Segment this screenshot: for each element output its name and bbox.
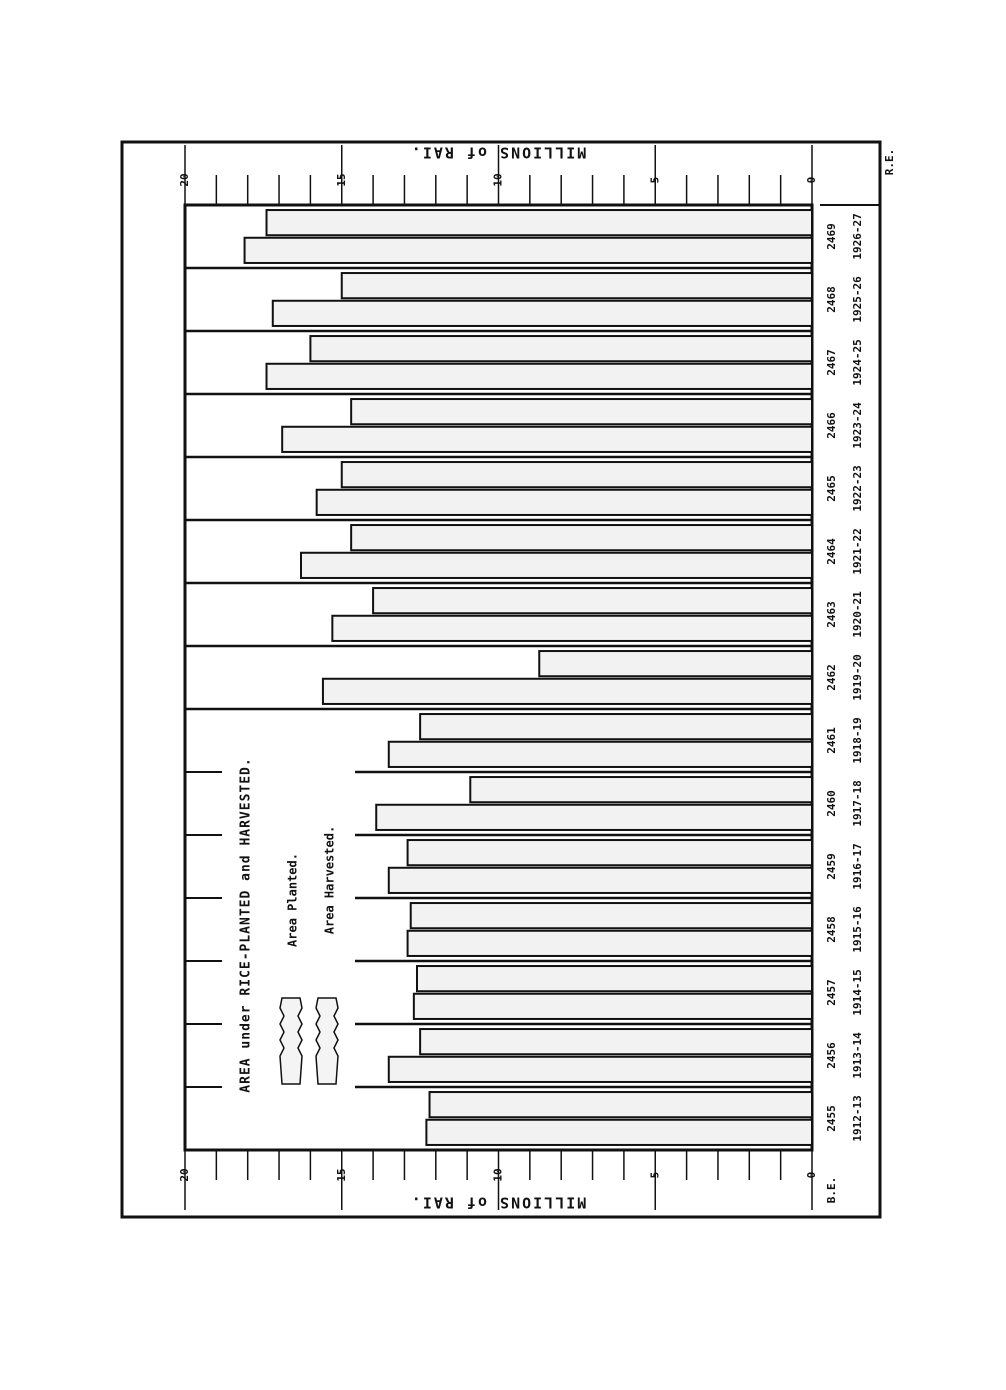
category-label-ad: 1922-23 [851,465,864,512]
value-axis-label-top: MILLIONS of RAI. [409,143,587,162]
value-tick-label: 5 [648,1171,662,1179]
category-label-ad: 1923-24 [851,402,864,449]
bar-harvested-2456 [420,1029,812,1054]
bar-harvested-2457 [417,966,812,991]
bar-harvested-2461 [420,714,812,739]
category-label-be: 2467 [825,349,838,376]
bar-planted-2465 [317,490,812,515]
bar-harvested-2459 [408,840,812,865]
category-label-be: 2465 [825,475,838,502]
category-label-ad: 1912-13 [851,1095,864,1142]
category-label-ad: 1919-20 [851,654,864,701]
category-label-ad: 1913-14 [851,1032,864,1079]
category-label-be: 2461 [825,727,838,754]
bar-harvested-2460 [470,777,812,802]
category-label-ad: 1918-19 [851,717,864,764]
bar-harvested-2462 [539,651,812,676]
value-tick-label: 20 [178,1168,191,1182]
bar-planted-2467 [267,364,812,389]
bar-planted-2456 [389,1057,812,1082]
value-tick-label: 10 [491,1168,505,1182]
value-tick-label: 0 [805,1171,818,1179]
bar-harvested-2463 [373,588,812,613]
category-label-be: 2464 [825,538,838,565]
bar-planted-2466 [282,427,812,452]
corner-note: R.E. [883,148,896,176]
bar-harvested-2467 [310,336,812,361]
category-label-ad: 1926-27 [851,213,864,260]
category-label-be: 2455 [825,1105,838,1132]
legend-swatch-planted [280,998,302,1084]
legend-label-planted: Area Planted. [285,853,300,947]
category-label-be: 2463 [825,601,838,628]
bar-planted-2459 [389,868,812,893]
category-label-be: 2460 [825,790,838,817]
category-label-be: 2462 [825,664,838,691]
bar-planted-2455 [426,1120,812,1145]
category-label-ad: 1917-18 [851,780,864,827]
category-label-ad: 1916-17 [851,843,864,890]
category-label-ad: 1921-22 [851,528,864,575]
bar-planted-2458 [408,931,812,956]
category-label-be: 2468 [825,286,838,313]
value-tick-label: 20 [178,173,191,187]
be-header: B.E. [825,1176,838,1204]
legend-label-harvested: Area Harvested. [322,825,337,935]
bar-planted-2460 [376,805,812,830]
chart-title: AREA under RICE-PLANTED and HARVESTED. [238,757,254,1093]
category-label-ad: 1920-21 [851,591,864,638]
bar-planted-2461 [389,742,812,767]
bar-harvested-2468 [342,273,812,298]
bar-harvested-2469 [267,210,812,235]
category-label-be: 2456 [825,1042,838,1069]
bar-planted-2469 [245,238,812,263]
category-label-ad: 1924-25 [851,339,864,386]
value-tick-label: 15 [334,173,348,187]
value-tick-label: 5 [648,176,662,184]
bar-planted-2457 [414,994,812,1019]
category-label-ad: 1915-16 [851,906,864,953]
bar-planted-2464 [301,553,812,578]
category-label-be: 2458 [825,916,838,943]
bar-harvested-2464 [351,525,812,550]
category-label-be: 2469 [825,223,838,250]
bar-planted-2462 [323,679,812,704]
category-label-ad: 1914-15 [851,969,864,1016]
bar-planted-2463 [332,616,812,641]
value-tick-label: 10 [491,173,505,187]
category-label-be: 2457 [825,979,838,1006]
value-axis-label-bottom: MILLIONS of RAI. [409,1193,587,1212]
category-label-be: 2459 [825,853,838,880]
value-tick-label: 0 [805,176,818,184]
legend-swatch-harvested [316,998,338,1084]
bar-harvested-2466 [351,399,812,424]
bar-harvested-2455 [430,1092,812,1117]
bar-planted-2468 [273,301,812,326]
category-label-be: 2466 [825,412,838,439]
bar-harvested-2458 [411,903,812,928]
bar-harvested-2465 [342,462,812,487]
value-tick-label: 15 [334,1168,348,1182]
category-label-ad: 1925-26 [851,276,864,323]
